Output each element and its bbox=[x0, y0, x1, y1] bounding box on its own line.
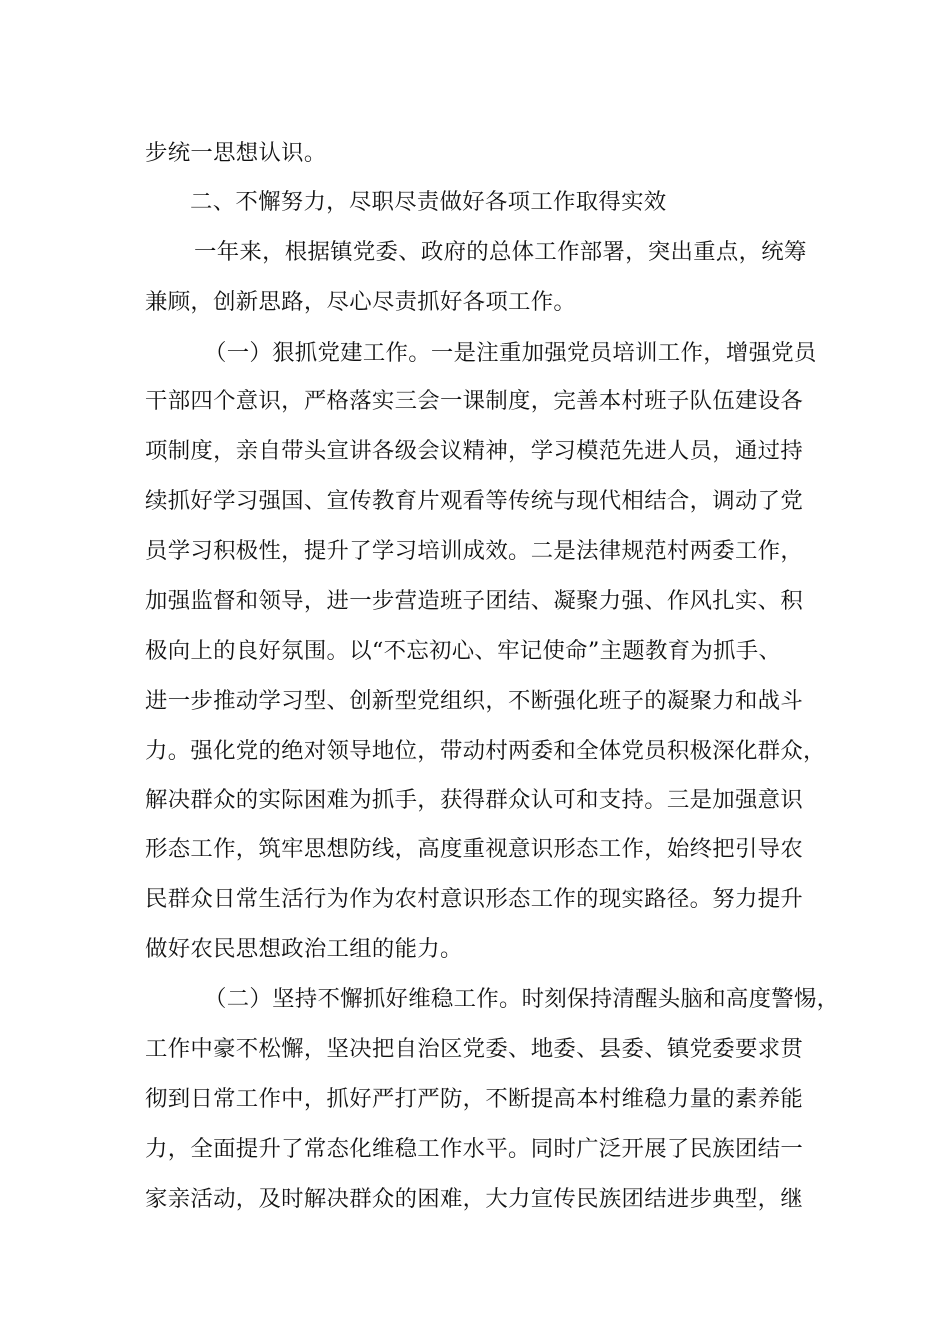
text-line: 步统一思想认识。 bbox=[145, 140, 327, 166]
section-heading: 二、不懈努力，尽职尽责做好各项工作取得实效 bbox=[190, 189, 667, 215]
text-line: （一）狠抓党建工作。一是注重加强党员培训工作，增强党员 bbox=[204, 340, 817, 366]
text-line: 进一步推动学习型、创新型党组织，不断强化班子的凝聚力和战斗 bbox=[145, 688, 804, 714]
text-line: 极向上的良好氛围。以“不忘初心、牢记使命”主题教育为抓手、 bbox=[145, 638, 782, 664]
text-line: 项制度，亲自带头宣讲各级会议精神，学习模范先进人员，通过持 bbox=[145, 438, 804, 464]
text-line: 兼顾，创新思路，尽心尽责抓好各项工作。 bbox=[145, 289, 577, 315]
text-line: （二）坚持不懈抓好维稳工作。时刻保持清醒头脑和高度警惕， bbox=[204, 986, 840, 1012]
text-line: 彻到日常工作中，抓好严打严防，不断提高本村维稳力量的素养能 bbox=[145, 1086, 804, 1112]
text-line: 加强监督和领导，进一步营造班子团结、凝聚力强、作风扎实、积 bbox=[145, 588, 804, 614]
text-line: 力。强化党的绝对领导地位，带动村两委和全体党员积极深化群众， bbox=[145, 738, 826, 764]
text-line: 形态工作，筑牢思想防线，高度重视意识形态工作，始终把引导农 bbox=[145, 836, 804, 862]
text-line: 民群众日常生活行为作为农村意识形态工作的现实路径。努力提升 bbox=[145, 886, 804, 912]
text-line: 员学习积极性，提升了学习培训成效。二是法律规范村两委工作， bbox=[145, 538, 804, 564]
text-line: 工作中豪不松懈，坚决把自治区党委、地委、县委、镇党委要求贯 bbox=[145, 1036, 804, 1062]
text-line: 续抓好学习强国、宣传教育片观看等传统与现代相结合，调动了党 bbox=[145, 488, 804, 514]
text-line: 家亲活动，及时解决群众的困难，大力宣传民族团结进步典型，继 bbox=[145, 1186, 804, 1212]
text-line: 一年来，根据镇党委、政府的总体工作部署，突出重点，统筹 bbox=[194, 239, 807, 265]
text-line: 解决群众的实际困难为抓手，获得群众认可和支持。三是加强意识 bbox=[145, 787, 804, 813]
text-line: 干部四个意识，严格落实三会一课制度，完善本村班子队伍建设各 bbox=[145, 388, 804, 414]
text-line: 力，全面提升了常态化维稳工作水平。同时广泛开展了民族团结一 bbox=[145, 1136, 804, 1162]
text-line: 做好农民思想政治工组的能力。 bbox=[145, 936, 463, 962]
